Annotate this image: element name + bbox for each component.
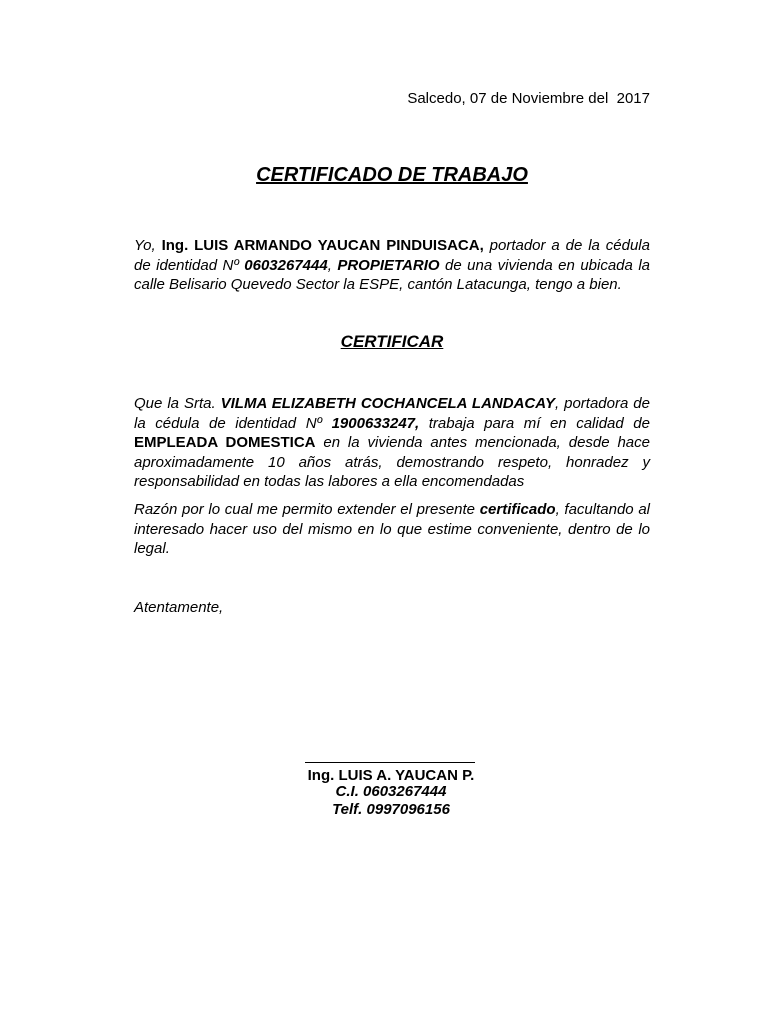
employee-id: 1900633247,	[331, 414, 420, 432]
employee-name: VILMA ELIZABETH COCHANCELA LANDACAY	[220, 395, 555, 412]
closing-salutation: Atentamente,	[134, 599, 224, 616]
text-yo: Yo,	[134, 237, 162, 254]
date-line: Salcedo, 07 de Noviembre del 2017	[407, 90, 650, 107]
text-que-la: Que la Srta.	[134, 395, 221, 412]
declarant-name: Ing. LUIS ARMANDO YAUCAN PINDUISACA,	[161, 237, 484, 254]
text-razon: Razón por lo cual me permito extender el presente	[134, 501, 480, 518]
signatory-name: Ing. LUIS A. YAUCAN P.	[307, 767, 475, 784]
text-trabaja: trabaja para mí en calidad de	[419, 414, 650, 432]
paragraph-declarant	[134, 236, 650, 295]
declarant-id: 0603267444	[244, 256, 328, 274]
certificate-keyword: certificado	[479, 501, 556, 518]
certify-subtitle: CERTIFICAR	[340, 332, 444, 351]
text-comma: ,	[327, 256, 338, 274]
signatory-id: C.I. 0603267444	[335, 783, 447, 800]
paragraph-reason	[134, 500, 650, 559]
text-portador: portador a de la cédula de identidad Nº	[134, 237, 650, 274]
declarant-role: PROPIETARIO	[337, 256, 440, 274]
signature-line	[305, 762, 475, 763]
signatory-phone: Telf. 0997096156	[332, 801, 450, 818]
text-vivienda: de una vivienda en ubicada la calle Belisario Quevedo Sector la ESPE, cantón Latacunga, tengo a bien.	[134, 256, 650, 293]
document-title: CERTIFICADO DE TRABAJO	[256, 164, 528, 186]
employee-position: EMPLEADA DOMESTICA	[134, 434, 316, 451]
text-portadora: , portadora de la cédula de identidad Nº	[134, 395, 650, 432]
text-antiguedad: en la vivienda antes mencionada, desde hace aproximadamente 10 años atrás, demostrando respeto, honradez y responsabilidad en todas las labores a ella encomendadas	[134, 434, 650, 490]
paragraph-employee	[134, 394, 650, 492]
text-facultando: , facultando al interesado hacer uso del mismo en lo que estime conveniente, dentro de lo legal.	[134, 501, 651, 557]
